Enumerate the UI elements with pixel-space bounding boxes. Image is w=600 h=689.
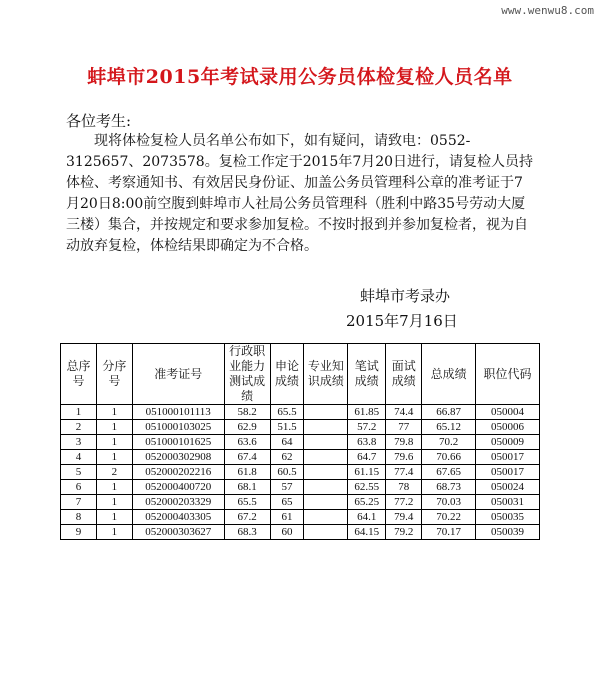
table-cell (304, 495, 348, 510)
table-cell: 051000101625 (132, 435, 224, 450)
table-cell: 052000203329 (132, 495, 224, 510)
table-cell (304, 525, 348, 540)
column-header: 专业知识成绩 (304, 344, 348, 405)
table-cell: 052000303627 (132, 525, 224, 540)
column-header: 准考证号 (132, 344, 224, 405)
table-cell (304, 405, 348, 420)
table-cell: 70.2 (422, 435, 476, 450)
table-cell: 4 (61, 450, 97, 465)
table-cell: 65.25 (348, 495, 386, 510)
table-cell: 1 (96, 495, 132, 510)
column-header: 分序号 (96, 344, 132, 405)
table-cell: 050004 (476, 405, 540, 420)
table-cell: 6 (61, 480, 97, 495)
table-cell: 51.5 (270, 420, 304, 435)
roster-table (60, 343, 540, 540)
table-cell: 8 (61, 510, 97, 525)
table-cell: 3 (61, 435, 97, 450)
table-cell: 050017 (476, 450, 540, 465)
table-cell: 050024 (476, 480, 540, 495)
column-header: 行政职业能力测试成绩 (224, 344, 270, 405)
table-cell: 68.73 (422, 480, 476, 495)
table-row (61, 525, 540, 540)
table-cell: 1 (96, 420, 132, 435)
table-cell: 64 (270, 435, 304, 450)
table-cell: 70.03 (422, 495, 476, 510)
table-cell: 65.5 (224, 495, 270, 510)
table-row (61, 405, 540, 420)
table-cell: 65.5 (270, 405, 304, 420)
table-cell: 70.17 (422, 525, 476, 540)
greeting: 各位考生: (66, 112, 132, 130)
signature-org: 蚌埠市考录办 (360, 287, 451, 305)
table-cell: 050009 (476, 435, 540, 450)
table-cell: 77.2 (386, 495, 422, 510)
table-cell: 052000302908 (132, 450, 224, 465)
table-row (61, 450, 540, 465)
table-row (61, 420, 540, 435)
table-body (61, 405, 540, 540)
table-cell: 1 (96, 435, 132, 450)
table-cell (304, 480, 348, 495)
table-cell: 1 (61, 405, 97, 420)
table-cell: 050017 (476, 465, 540, 480)
table-cell: 052000202216 (132, 465, 224, 480)
table-cell: 050031 (476, 495, 540, 510)
column-header: 面试成绩 (386, 344, 422, 405)
table-cell: 65.12 (422, 420, 476, 435)
table-cell: 1 (96, 450, 132, 465)
table-cell (304, 450, 348, 465)
table-cell (304, 465, 348, 480)
table-cell: 79.2 (386, 525, 422, 540)
table-cell: 68.1 (224, 480, 270, 495)
table-cell: 67.2 (224, 510, 270, 525)
table-cell: 64.7 (348, 450, 386, 465)
table-cell: 62.55 (348, 480, 386, 495)
table-cell: 051000103025 (132, 420, 224, 435)
notice-paragraph: 现将体检复检人员名单公布如下，如有疑问，请致电：0552-3125657、2073578。复检工作定于2015年7月20日进行，请复检人员持体检、考察通知书、有效居民身份证、加盖公务员管理科公章的准考证于7月20日8:00前空腹到蚌埠市人社局公务员管理科（胜利中路35号劳动大厦三楼）集合，并按规定和要求参加复检。不按时报到并参加复检者，视为自动放弃复检，体检结果即确定为不合格。 (66, 133, 534, 254)
table-cell: 60.5 (270, 465, 304, 480)
table-cell: 64.15 (348, 525, 386, 540)
table-cell: 74.4 (386, 405, 422, 420)
table-cell: 79.4 (386, 510, 422, 525)
table-cell: 7 (61, 495, 97, 510)
table-row (61, 480, 540, 495)
table-cell: 61 (270, 510, 304, 525)
table-cell: 67.4 (224, 450, 270, 465)
table-cell: 77.4 (386, 465, 422, 480)
table-cell: 79.8 (386, 435, 422, 450)
table-cell (304, 510, 348, 525)
table-cell (304, 420, 348, 435)
table-cell: 60 (270, 525, 304, 540)
table-cell: 050039 (476, 525, 540, 540)
table-header-row (61, 344, 540, 405)
table-cell: 1 (96, 405, 132, 420)
table-cell: 70.22 (422, 510, 476, 525)
table-cell: 050035 (476, 510, 540, 525)
table-cell: 64.1 (348, 510, 386, 525)
table-cell: 58.2 (224, 405, 270, 420)
table-cell: 79.6 (386, 450, 422, 465)
table-cell: 052000400720 (132, 480, 224, 495)
table-cell: 63.8 (348, 435, 386, 450)
page-title: 蚌埠市2015年考试录用公务员体检复检人员名单 (87, 66, 513, 88)
column-header: 总成绩 (422, 344, 476, 405)
column-header: 申论成绩 (270, 344, 304, 405)
table-cell: 1 (96, 510, 132, 525)
table-cell: 70.66 (422, 450, 476, 465)
table-cell: 61.85 (348, 405, 386, 420)
table-cell: 68.3 (224, 525, 270, 540)
table-cell: 63.6 (224, 435, 270, 450)
table-row (61, 510, 540, 525)
table-cell: 2 (61, 420, 97, 435)
notice-body (66, 131, 536, 257)
signature-date: 2015年7月16日 (346, 312, 458, 330)
table-cell: 61.8 (224, 465, 270, 480)
table-cell: 050006 (476, 420, 540, 435)
table-cell: 57 (270, 480, 304, 495)
table-cell: 9 (61, 525, 97, 540)
table-cell: 61.15 (348, 465, 386, 480)
table-cell: 5 (61, 465, 97, 480)
table-cell: 052000403305 (132, 510, 224, 525)
table-cell: 051000101113 (132, 405, 224, 420)
table-cell: 1 (96, 480, 132, 495)
column-header: 职位代码 (476, 344, 540, 405)
table-cell: 67.65 (422, 465, 476, 480)
column-header: 总序号 (61, 344, 97, 405)
table-row (61, 435, 540, 450)
table-cell: 62.9 (224, 420, 270, 435)
table-row (61, 465, 540, 480)
table-cell: 65 (270, 495, 304, 510)
watermark-text: www.wenwu8.com (501, 4, 594, 17)
column-header: 笔试成绩 (348, 344, 386, 405)
table-cell: 57.2 (348, 420, 386, 435)
table-row (61, 495, 540, 510)
table-cell: 66.87 (422, 405, 476, 420)
table-cell: 77 (386, 420, 422, 435)
table-cell: 1 (96, 525, 132, 540)
table-cell (304, 435, 348, 450)
table-cell: 2 (96, 465, 132, 480)
table-cell: 62 (270, 450, 304, 465)
table-cell: 78 (386, 480, 422, 495)
